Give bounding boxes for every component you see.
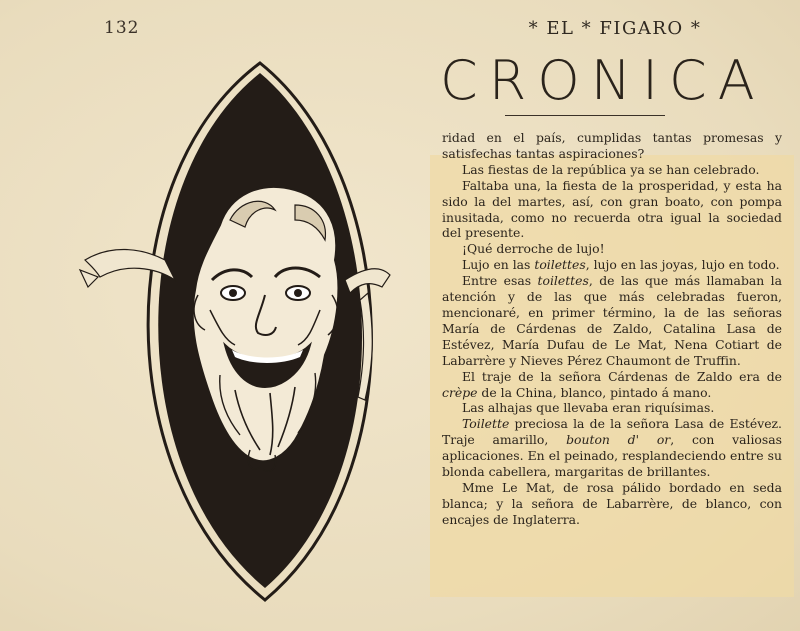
- article-paragraph: [442, 369, 782, 401]
- article-paragraph: [442, 130, 782, 162]
- article-paragraph: [442, 480, 782, 528]
- text-run: , de las que más llamaban la atención y de las que más celebradas fueron, mencionaré, en primer término, la de las señoras María de Cárdenas de Zaldo, Catalina Lasa de Estévez, María Dufau de Le Mat, Nena Cotiart de Labarrère y Nieves Pérez Chaumont de Truffin.: [442, 273, 782, 368]
- article-paragraph: [442, 178, 782, 242]
- text-run: El traje de la señora Cárdenas de Zaldo era de: [462, 368, 782, 384]
- article-paragraph: [442, 273, 782, 368]
- section-title: CRONICA: [440, 49, 766, 112]
- text-run: de la China, blanco, pintado á mano.: [477, 384, 712, 400]
- text-run: , lujo en las joyas, lujo en todo.: [585, 257, 780, 273]
- text-run: Lujo en las: [462, 257, 535, 273]
- article-paragraph: [442, 400, 782, 416]
- text-run: Entre esas: [462, 273, 538, 289]
- article-paragraph: [442, 416, 782, 480]
- text-run: , con valiosas aplicaciones. En el peinado, resplandeciendo entre su blonda cabellera, margaritas de brillantes.: [442, 432, 782, 480]
- italic-term: toilettes: [537, 273, 589, 289]
- text-run: Faltaba una, la fiesta de la prosperidad, y esta ha sido la del martes, así, con gran boato, con pompa inusitada, como no recuerda otra igual la sociedad del presente.: [442, 177, 782, 241]
- article-paragraph: [442, 162, 782, 178]
- title-rule: [505, 115, 665, 116]
- text-run: preciosa la de la señora Lasa de Estévez. Traje amarillo,: [442, 416, 782, 448]
- italic-term: Toilette: [462, 416, 510, 432]
- page-number: 132: [104, 18, 140, 38]
- text-run: ridad en el país, cumplidas tantas promesas y satisfechas tantas aspiraciones?: [442, 130, 782, 161]
- article-column: [442, 130, 782, 528]
- article-paragraph: [442, 257, 782, 273]
- italic-term: crèpe: [442, 384, 478, 400]
- masthead: * EL * FIGARO *: [528, 18, 702, 39]
- text-run: Las fiestas de la república ya se han celebrado.: [462, 161, 760, 177]
- text-run: Mme Le Mat, de rosa pálido bordado en seda blanca; y la señora de Labarrère, de blanco, con encajes de Inglaterra.: [442, 479, 782, 527]
- article-paragraph: [442, 241, 782, 257]
- italic-term: bouton d' or: [566, 432, 671, 448]
- italic-term: toilettes: [534, 257, 586, 273]
- text-run: Las alhajas que llevaba eran riquísimas.: [462, 400, 715, 416]
- mask-illustration: [70, 55, 420, 615]
- text-run: ¡Qué derroche de lujo!: [462, 241, 605, 257]
